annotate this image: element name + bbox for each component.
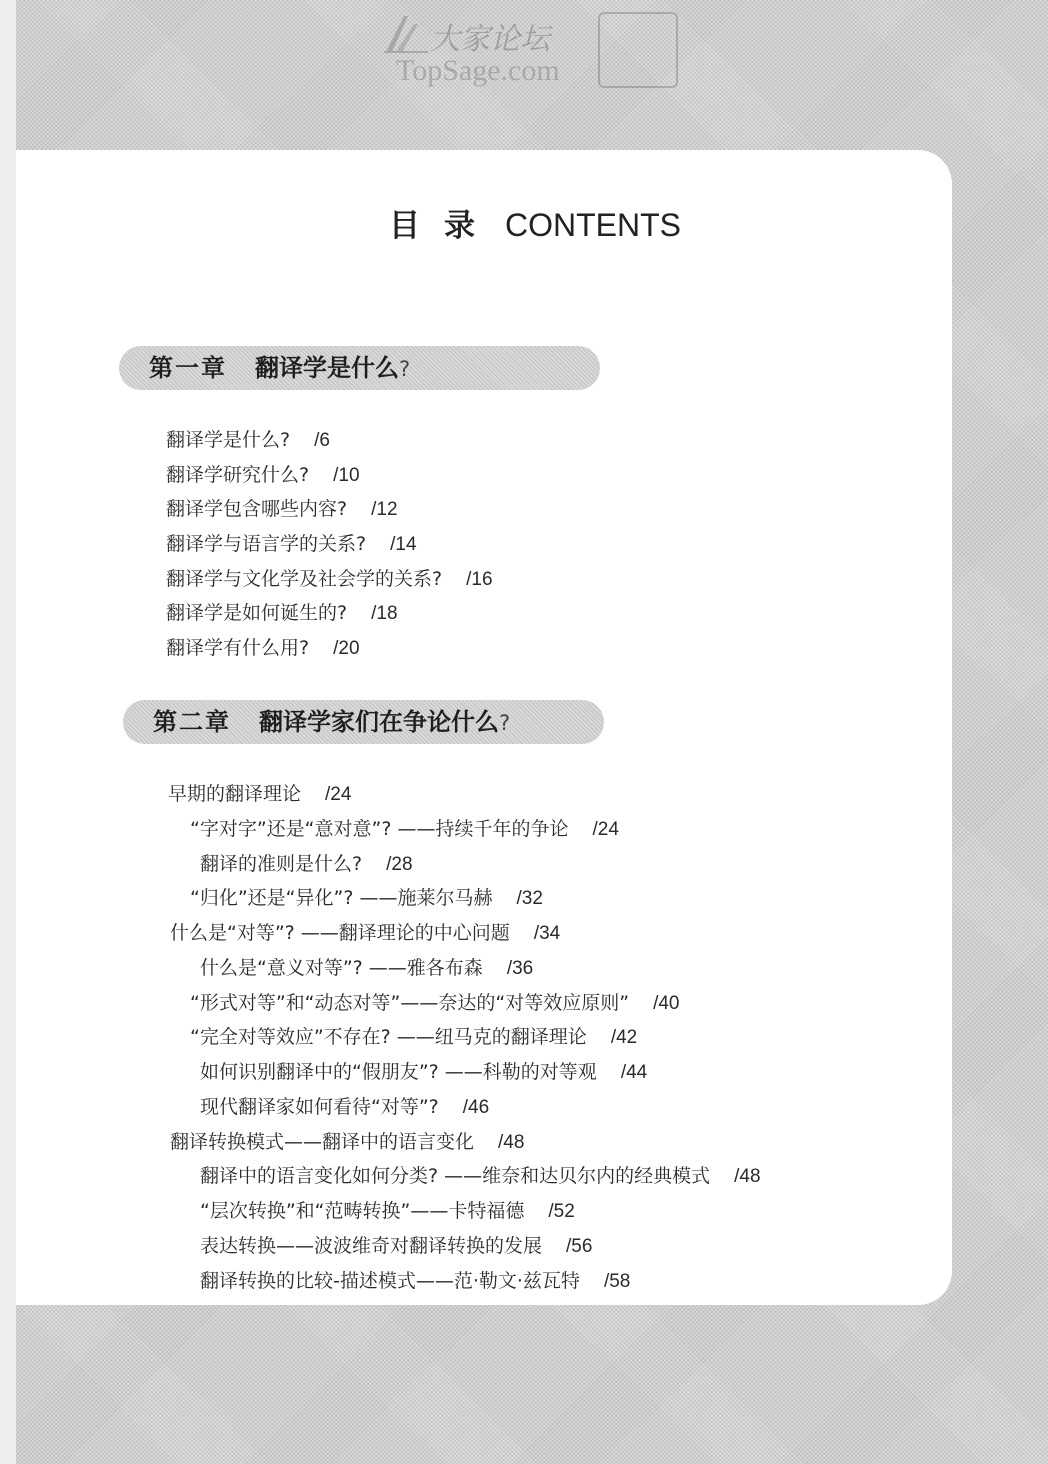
toc-entry-text: 翻译学与语言学的关系?	[166, 533, 367, 556]
toc-entry-text: “形式对等”和“动态对等”——奈达的“对等效应原则”	[190, 991, 630, 1014]
chapter-number: 第一章	[149, 354, 227, 382]
toc-entry-text: 翻译学与文化学及社会学的关系?	[166, 567, 443, 590]
toc-entry-text: 现代翻译家如何看待“对等”?	[200, 1095, 439, 1118]
toc-entry[interactable]	[168, 1055, 761, 1090]
toc-list-chapter-2	[168, 777, 761, 1298]
toc-entry-page: /16	[466, 568, 493, 590]
toc-entry-page: /56	[566, 1235, 593, 1257]
toc-entry-text: 翻译学包含哪些内容?	[166, 498, 348, 521]
toc-entry[interactable]	[168, 1090, 761, 1125]
toc-entry-text: 什么是“对等”? ——翻译理论的中心问题	[170, 922, 510, 944]
toc-entry-page: /24	[592, 818, 619, 840]
toc-entry-text: “完全对等效应”不存在? ——纽马克的翻译理论	[190, 1026, 587, 1049]
toc-entry-page: /28	[386, 853, 413, 875]
chapter-heading[interactable]	[119, 346, 600, 390]
toc-entry-page: /20	[333, 638, 360, 660]
watermark-english: TopSage.com	[396, 54, 560, 87]
toc-entry-page: /46	[462, 1096, 490, 1118]
watermark-logo	[378, 8, 680, 92]
toc-entry[interactable]	[168, 1159, 761, 1194]
toc-entry[interactable]	[166, 562, 493, 597]
toc-entry-page: /14	[390, 534, 417, 556]
toc-entry-text: 早期的翻译理论	[168, 783, 302, 805]
chapter-title: 翻译学是什么	[255, 354, 399, 382]
toc-entry-text: 什么是“意义对等”? ——雅各布森	[200, 956, 483, 979]
toc-section[interactable]	[168, 777, 761, 812]
toc-entry[interactable]	[166, 527, 493, 562]
toc-entry-text: 翻译转换的比较-描述模式——范·勒文·兹瓦特	[200, 1269, 580, 1292]
toc-entry-page: /10	[333, 464, 360, 486]
toc-entry-page: /6	[314, 430, 330, 451]
toc-entry-page: /40	[653, 992, 680, 1014]
toc-entry-page: /48	[734, 1166, 761, 1188]
toc-entry-page: /48	[498, 1131, 525, 1153]
toc-entry[interactable]	[168, 812, 761, 847]
chapter-title-suffix: ?	[399, 357, 411, 381]
toc-entry-page: /32	[516, 888, 543, 910]
toc-entry[interactable]	[166, 631, 493, 666]
toc-entry-page: /18	[371, 603, 398, 625]
toc-entry-page: /52	[548, 1201, 575, 1222]
toc-entry-text: 翻译转换模式——翻译中的语言变化	[170, 1130, 475, 1153]
toc-entry[interactable]	[168, 951, 761, 986]
toc-entry-text: 翻译学是如何诞生的?	[166, 602, 348, 625]
toc-entry[interactable]	[166, 458, 493, 493]
toc-entry-text: 翻译学研究什么?	[166, 463, 310, 486]
toc-entry[interactable]	[166, 596, 493, 631]
chapter-heading[interactable]	[123, 700, 604, 744]
toc-section[interactable]	[168, 1125, 761, 1160]
toc-entry[interactable]	[168, 1229, 761, 1264]
toc-entry[interactable]	[166, 423, 493, 458]
toc-entry-page: /44	[620, 1062, 648, 1083]
toc-entry[interactable]	[168, 847, 761, 882]
toc-entry[interactable]	[168, 1264, 761, 1299]
seal-stamp-icon	[598, 12, 678, 88]
watermark-chinese: 大家论坛	[430, 22, 550, 57]
page-title-chinese: 目录	[389, 208, 499, 244]
toc-entry-page: /12	[371, 499, 398, 521]
toc-entry-text: 表达转换——波波维奇对翻译转换的发展	[200, 1234, 543, 1257]
toc-entry-text: “归化”还是“异化”? ——施莱尔马赫	[190, 887, 493, 910]
toc-entry-page: /42	[610, 1027, 638, 1049]
toc-entry[interactable]	[168, 1020, 761, 1055]
toc-section[interactable]	[168, 916, 761, 951]
page-title	[0, 200, 1048, 245]
chapter-title-suffix: ?	[499, 711, 511, 735]
toc-entry[interactable]	[168, 986, 761, 1021]
toc-list-chapter-1	[166, 423, 493, 666]
toc-entry-text: 翻译的准则是什么?	[200, 852, 363, 875]
toc-entry-text: “层次转换”和“范畴转换”——卡特福德	[200, 1200, 525, 1222]
toc-entry-page: /24	[325, 784, 352, 805]
page-title-english: CONTENTS	[505, 207, 681, 243]
toc-entry-text: 如何识别翻译中的“假朋友”? ——科勒的对等观	[200, 1061, 597, 1083]
toc-entry-page: /58	[603, 1270, 631, 1292]
toc-entry-text: 翻译学有什么用?	[166, 637, 310, 660]
toc-entry[interactable]	[168, 1194, 761, 1229]
toc-entry-text: 翻译中的语言变化如何分类? ——维奈和达贝尔内的经典模式	[200, 1165, 711, 1188]
toc-entry-page: /36	[506, 957, 534, 979]
toc-entry-text: “字对字”还是“意对意”? ——持续千年的争论	[190, 817, 569, 840]
logo-mark-icon	[384, 14, 428, 54]
toc-entry[interactable]	[166, 492, 493, 527]
chapter-title: 翻译学家们在争论什么	[259, 708, 499, 736]
chapter-number: 第二章	[153, 708, 231, 736]
toc-entry-page: /34	[533, 923, 561, 944]
toc-entry-text: 翻译学是什么?	[166, 429, 291, 451]
toc-entry[interactable]	[168, 881, 761, 916]
